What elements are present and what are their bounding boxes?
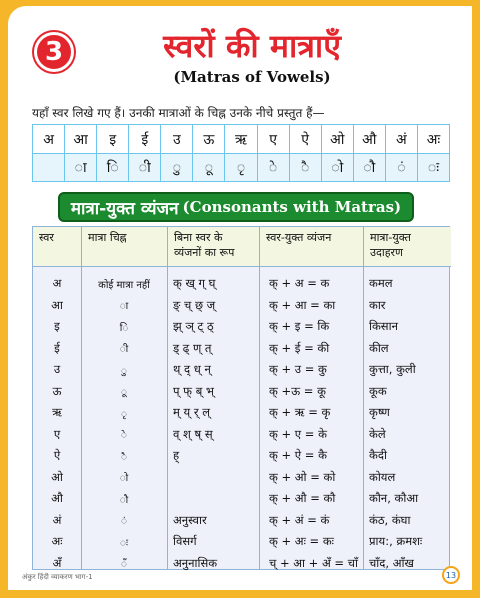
header-cell: मात्रा चिह्न [81, 227, 167, 267]
table-cell: े [121, 430, 127, 442]
matra-cell: ं [385, 154, 417, 181]
table-row [33, 381, 449, 403]
table-cell: ू [121, 387, 127, 399]
vowel-cell: ओ [321, 125, 353, 153]
table-cell: क् + आ = का [269, 297, 336, 312]
matra-cell: ी [128, 154, 160, 181]
table-cell: व् श् ष् स् [173, 426, 213, 441]
table-cell: आ [51, 297, 63, 312]
table-cell: ु [121, 365, 127, 377]
table-cell: ङ् च् छ् ज् [173, 297, 216, 312]
table-row [33, 273, 449, 295]
header-cell: स्वर-युक्त व्यंजन [259, 227, 363, 267]
table-cell: ं [121, 516, 127, 528]
table-row [33, 445, 449, 467]
vowel-cell: आ [64, 125, 96, 153]
table-cell: क् ख् ग् घ् [173, 276, 216, 291]
table-cell: कील [369, 340, 389, 355]
table-cell: अं [52, 512, 62, 527]
table-cell: ो [119, 473, 129, 485]
matra-cell: ू [192, 154, 224, 181]
table-row [33, 402, 449, 424]
header-cell: बिना स्वर के व्यंजनों का रूप [167, 227, 259, 267]
page-number: 13 [442, 566, 460, 584]
page-title: स्वरों की मात्राएँ [163, 27, 341, 65]
table-cell: झ् ञ् ट् ठ् [173, 319, 214, 334]
table-cell: ऋ [52, 405, 62, 420]
matra-row [33, 153, 449, 181]
table-row [33, 553, 449, 575]
table-cell: म् य् र् ल् [173, 405, 211, 420]
vowel-cell: इ [96, 125, 128, 153]
table-cell: ऊ [52, 383, 62, 398]
table-cell: क् + उ = कु [269, 362, 327, 377]
table-cell: ी [119, 344, 129, 356]
table-cell: ँ [121, 559, 127, 571]
table-cell: कूक [369, 383, 387, 398]
table-cell: विसर्ग [173, 534, 197, 549]
table-cell: कमल [369, 276, 393, 291]
matra-cell: ृ [224, 154, 256, 181]
table-cell: ई [54, 340, 60, 355]
table-cell: चाँद, आँख [369, 555, 414, 570]
matra-cell: ो [321, 154, 353, 181]
banner-hindi: मात्रा-युक्त व्यंजन [70, 198, 179, 219]
table-cell: अँ [52, 555, 62, 570]
table-cell: औ [51, 491, 63, 506]
table-cell: क् + ओ = को [269, 469, 336, 484]
table-cell: क् + इ = कि [269, 319, 330, 334]
table-cell: क् + अं = कं [269, 512, 330, 527]
footer-book-title: अंकुर हिंदी व्याकरण भाग-1 [22, 573, 93, 581]
table-row [33, 359, 449, 381]
table-cell: ृ [121, 408, 127, 420]
matra-cell: े [257, 154, 289, 181]
textbook-page [8, 6, 472, 590]
vowel-row [33, 125, 449, 153]
table-cell: ौ [119, 494, 129, 506]
table-cell: अनुस्वार [173, 512, 207, 527]
matra-cell: ा [64, 154, 96, 181]
table-cell: कृष्ण [369, 405, 390, 420]
consonant-matra-table [32, 226, 450, 570]
table-row [33, 316, 449, 338]
table-cell: ि [119, 322, 129, 334]
chapter-number-badge: 3 [34, 32, 74, 72]
table-cell: इ [54, 319, 60, 334]
vowel-cell: अं [385, 125, 417, 153]
table-cell: थ् द् ध् न् [173, 362, 211, 377]
table-cell: कोई मात्रा नहीं [98, 279, 150, 291]
banner-english: (Consonants with Matras) [182, 198, 402, 216]
table-cell: कैदी [369, 448, 387, 463]
table-cell: प्राय:, क्रमशः [369, 534, 423, 549]
table-cell: क् + ऋ = कृ [269, 405, 331, 420]
table-cell: अः [51, 534, 63, 549]
matra-cell: ि [96, 154, 128, 181]
table-cell: क् + अः = कः [269, 534, 334, 549]
table-row [33, 467, 449, 489]
table-row [33, 510, 449, 532]
vowel-cell: अः [417, 125, 449, 153]
intro-text: यहाँ स्वर लिखे गए हैं। उनकी मात्राओं के चिह्न उनके नीचे प्रस्तुत हैं— [32, 106, 325, 120]
matra-cell: ु [160, 154, 192, 181]
page-subtitle: (Matras of Vowels) [173, 68, 331, 86]
table-cell: क् + ऐ = कै [269, 448, 327, 463]
table-cell: क् + अ = क [269, 276, 330, 291]
header-cell: मात्रा-युक्त उदाहरण [363, 227, 451, 267]
table-cell: ै [121, 451, 127, 463]
table-cell: कोयल [369, 469, 396, 484]
vowel-cell: ऋ [224, 125, 256, 153]
vowel-cell: ए [257, 125, 289, 153]
matra-cell: ै [289, 154, 321, 181]
table-cell: ह् [173, 448, 180, 463]
matra-cell: ौ [353, 154, 385, 181]
table-row [33, 488, 449, 510]
table-cell: क् + ए = के [269, 426, 327, 441]
table-cell: क् + ई = की [269, 340, 330, 355]
table-cell: अ [52, 276, 62, 291]
vowel-cell: ऊ [192, 125, 224, 153]
header-cell: स्वर [33, 227, 81, 267]
table-cell: क् +ऊ = कू [269, 383, 326, 398]
table-cell: किसान [369, 319, 398, 334]
table-row [33, 295, 449, 317]
table-cell: कौन, कौआ [369, 491, 419, 506]
table-cell: ऐ [53, 448, 61, 463]
table-cell: केले [369, 426, 386, 441]
table-row [33, 531, 449, 553]
matra-cell [33, 154, 64, 181]
table-cell: अनुनासिक [173, 555, 218, 570]
table-cell: च् + आ + अँ = चाँ [269, 555, 358, 570]
vowel-cell: औ [353, 125, 385, 153]
table-cell: कंठ, कंघा [369, 512, 411, 527]
table-cell: कुत्ता, कुली [369, 362, 416, 377]
section-banner [58, 192, 414, 222]
vowel-cell: अ [43, 131, 54, 148]
vowel-cell: ई [128, 125, 160, 153]
table-cell: ड् ढ् ण् त् [173, 340, 212, 355]
table-cell: ः [120, 537, 128, 549]
table-cell: प् फ् ब् भ् [173, 383, 215, 398]
vowel-cell: उ [160, 125, 192, 153]
table-cell: उ [53, 362, 61, 377]
table-body [33, 267, 449, 569]
table-cell: कार [369, 297, 386, 312]
table-cell: ए [53, 426, 61, 441]
vowel-cell: ऐ [289, 125, 321, 153]
table-row [33, 338, 449, 360]
matra-cell: ः [417, 154, 449, 181]
table-cell: ओ [51, 469, 63, 484]
table-row [33, 424, 449, 446]
vowel-matra-table [32, 124, 450, 182]
table-header [33, 227, 449, 267]
table-cell: ा [119, 301, 129, 313]
table-cell: क् + औ = कौ [269, 491, 336, 506]
